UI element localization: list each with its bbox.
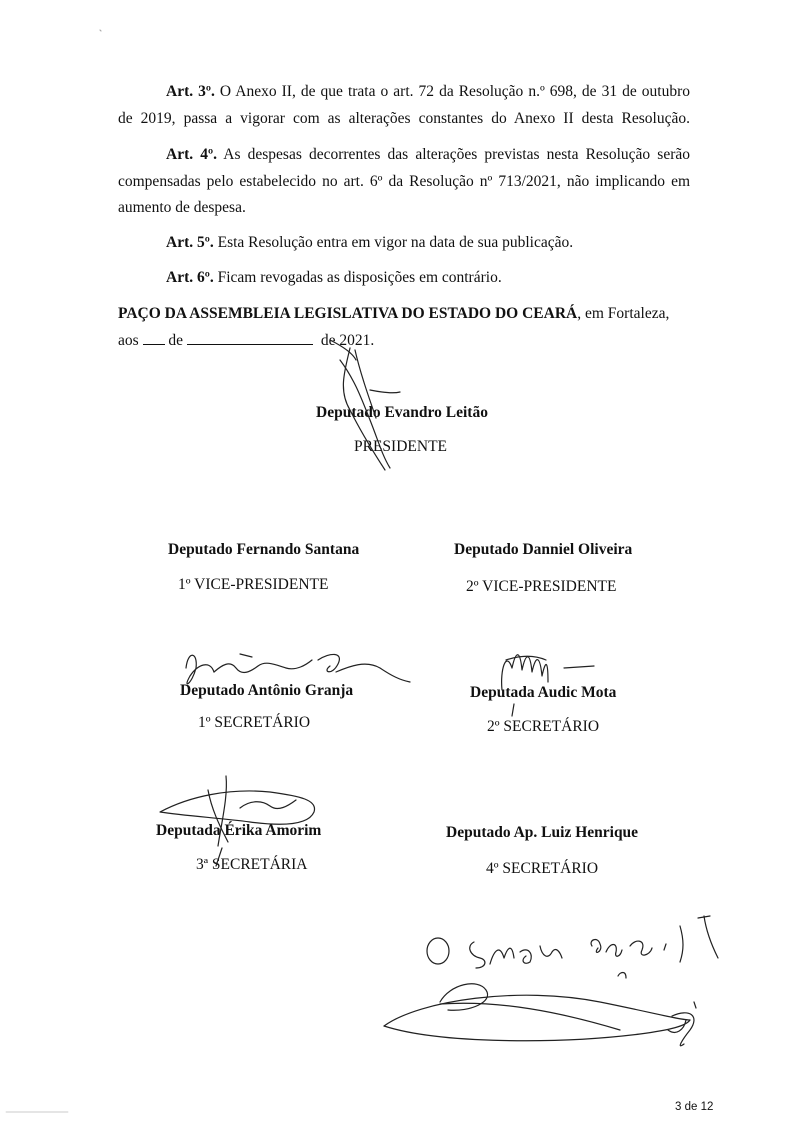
art6-label: Art. 6º. bbox=[166, 269, 214, 286]
closing-line1 bbox=[118, 305, 669, 323]
art6 bbox=[166, 269, 502, 287]
sec1-signature bbox=[186, 654, 410, 684]
art4-text1: As despesas decorrentes das alterações previstas nesta Resolução serão bbox=[223, 146, 690, 163]
art5 bbox=[166, 234, 573, 252]
scan-dot bbox=[100, 30, 101, 31]
sec3-signature bbox=[160, 776, 315, 866]
sec2-name: Deputada Audic Mota bbox=[470, 684, 617, 701]
art5-label: Art. 5º. bbox=[166, 234, 214, 251]
sec3-name: Deputada Érika Amorim bbox=[156, 822, 322, 839]
art3-text1: O Anexo II, de que trata o art. 72 da Resolução n.º 698, de 31 de outubro bbox=[219, 83, 690, 100]
vp1-name: Deputado Fernando Santana bbox=[168, 541, 360, 558]
closing-city: , em Fortaleza, bbox=[577, 305, 670, 322]
art4-line2 bbox=[118, 173, 690, 191]
sec3-title: 3ª SECRETÁRIA bbox=[196, 856, 308, 873]
sec1-title: 1º SECRETÁRIO bbox=[198, 714, 311, 731]
closing-year: de 2021. bbox=[320, 332, 375, 349]
handwritten-note bbox=[384, 916, 718, 1046]
president-name: Deputado Evandro Leitão bbox=[316, 404, 488, 421]
art3-line2 bbox=[118, 110, 690, 128]
art5-text: Esta Resolução entra em vigor na data de sua publicação. bbox=[217, 234, 574, 251]
day-blank bbox=[143, 343, 165, 345]
closing-line2 bbox=[118, 332, 374, 350]
art3-label: Art. 3º. bbox=[166, 83, 215, 100]
sec4-title: 4º SECRETÁRIO bbox=[486, 860, 599, 877]
sec2-title: 2º SECRETÁRIO bbox=[487, 718, 600, 735]
art4-label: Art. 4º. bbox=[166, 146, 217, 163]
closing-de: de bbox=[168, 332, 184, 349]
art3-text2: de 2019, passa a vigorar com as alterações constantes do Anexo II desta Resolução. bbox=[118, 110, 690, 127]
vp1-title: 1º VICE-PRESIDENTE bbox=[178, 576, 329, 593]
sec1-name: Deputado Antônio Granja bbox=[180, 682, 354, 699]
art4-text3: aumento de despesa. bbox=[118, 199, 246, 216]
closing-place: PAÇO DA ASSEMBLEIA LEGISLATIVA DO ESTADO DO CEARÁ bbox=[118, 305, 578, 322]
art4-text2: compensadas pelo estabelecido no art. 6º da Resolução nº 713/2021, não implicando em bbox=[118, 173, 690, 190]
art4-line3 bbox=[118, 199, 246, 217]
art3-line1 bbox=[118, 83, 690, 101]
art6-text: Ficam revogadas as disposições em contrário. bbox=[217, 269, 502, 286]
art4-line1 bbox=[118, 146, 690, 164]
page-number: 3 de 12 bbox=[675, 1101, 714, 1113]
president-title: PRESIDENTE bbox=[354, 438, 447, 455]
closing-aos: aos bbox=[118, 332, 139, 349]
sec4-name: Deputado Ap. Luiz Henrique bbox=[446, 824, 639, 841]
vp2-title: 2º VICE-PRESIDENTE bbox=[466, 578, 617, 595]
month-blank bbox=[187, 343, 313, 345]
vp2-name: Deputado Danniel Oliveira bbox=[454, 541, 633, 558]
